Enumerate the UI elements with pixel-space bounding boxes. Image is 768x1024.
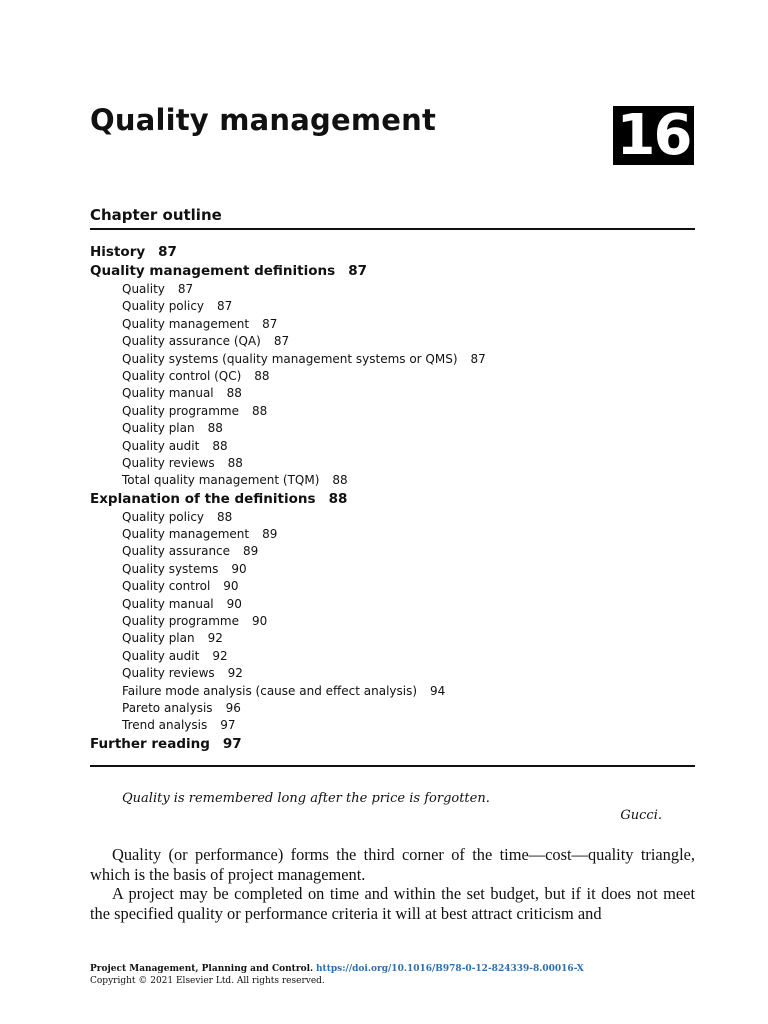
outline-entry-page: 90	[226, 596, 242, 611]
outline-subsection-entry[interactable]	[90, 648, 695, 665]
outline-subsection-entry[interactable]	[90, 385, 695, 402]
outline-entry-label: Quality assurance	[122, 544, 231, 559]
chapter-outline-list	[90, 243, 695, 754]
outline-entry-page: 88	[252, 403, 268, 418]
outline-subsection-entry[interactable]	[90, 578, 695, 595]
outline-entry-label: Quality systems (quality management systems or QMS)	[122, 351, 458, 366]
outline-entry-label: Trend analysis	[122, 718, 208, 733]
outline-subsection-entry[interactable]	[90, 700, 695, 717]
outline-subsection-entry[interactable]	[90, 543, 695, 560]
outline-entry-page: 97	[222, 735, 242, 752]
outline-entry-label: Quality policy	[122, 299, 205, 314]
chapter-title: Quality management	[90, 103, 437, 137]
epigraph-source: Gucci.	[620, 808, 662, 823]
outline-entry-label: Quality management	[122, 527, 250, 542]
outline-entry-page: 87	[262, 316, 278, 331]
outline-entry-page: 90	[231, 561, 247, 576]
outline-entry-label: History	[90, 244, 146, 260]
outline-entry-page: 97	[220, 718, 236, 733]
outline-entry-label: Quality manual	[122, 386, 214, 401]
outline-entry-label: Quality management definitions	[90, 263, 336, 279]
outline-entry-page: 87	[217, 299, 233, 314]
body-text	[90, 845, 695, 923]
outline-entry-page: 90	[252, 614, 268, 629]
outline-entry-label: Quality plan	[122, 631, 195, 646]
outline-subsection-entry[interactable]	[90, 438, 695, 455]
outline-section-entry[interactable]	[90, 262, 695, 281]
outline-entry-page: 87	[470, 351, 486, 366]
outline-entry-label: Quality programme	[122, 403, 239, 418]
outline-entry-page: 88	[212, 438, 228, 453]
outline-subsection-entry[interactable]	[90, 526, 695, 543]
chapter-outline-heading: Chapter outline	[90, 206, 222, 224]
outline-entry-page: 87	[273, 334, 290, 349]
outline-subsection-entry[interactable]	[90, 717, 695, 734]
outline-subsection-entry[interactable]	[90, 613, 695, 630]
outline-subsection-entry[interactable]	[90, 298, 695, 315]
outline-entry-page: 87	[177, 282, 194, 296]
outline-entry-page: 88	[217, 509, 233, 524]
outline-subsection-entry[interactable]	[90, 683, 695, 700]
outline-subsection-entry[interactable]	[90, 472, 695, 489]
outline-entry-page: 88	[227, 455, 243, 470]
outline-entry-label: Quality systems	[122, 561, 219, 576]
outline-subsection-entry[interactable]	[90, 630, 695, 647]
outline-entry-label: Quality programme	[122, 614, 239, 629]
outline-entry-page: 87	[348, 263, 367, 279]
outline-subsection-entry[interactable]	[90, 333, 695, 350]
outline-entry-page: 94	[430, 683, 446, 698]
epigraph-quote: Quality is remembered long after the price is forgotten.	[122, 791, 490, 806]
footer-citation-line	[90, 963, 695, 975]
outline-entry-label: Total quality management (TQM)	[122, 473, 320, 488]
outline-entry-label: Quality control	[122, 579, 211, 594]
outline-entry-label: Quality	[122, 282, 165, 296]
body-paragraph: Quality (or performance) forms the third corner of the time—cost—quality triangle, which is the basis of project management.	[90, 845, 695, 884]
outline-entry-page: 88	[328, 490, 348, 507]
outline-entry-label: Quality reviews	[122, 666, 215, 681]
outline-subsection-entry[interactable]	[90, 403, 695, 420]
outline-subsection-entry[interactable]	[90, 351, 695, 368]
body-paragraph: A project may be completed on time and within the set budget, but if it does not meet the specified quality or performance criteria it will at best attract criticism and	[90, 884, 695, 923]
outline-entry-label: Quality assurance (QA)	[122, 334, 261, 349]
outline-entry-label: Quality policy	[122, 509, 205, 524]
outline-entry-label: Pareto analysis	[122, 700, 213, 715]
outline-section-entry[interactable]	[90, 490, 695, 509]
outline-entry-page: 92	[212, 648, 228, 663]
outline-entry-page: 89	[243, 544, 259, 559]
outline-entry-page: 88	[207, 421, 223, 436]
outline-entry-page: 89	[262, 527, 278, 542]
footer-copyright: Copyright © 2021 Elsevier Ltd. All rights reserved.	[90, 976, 325, 986]
outline-entry-page: 88	[226, 386, 242, 401]
outline-entry-page: 92	[227, 666, 243, 681]
outline-entry-label: Quality audit	[122, 648, 200, 663]
outline-entry-label: Quality plan	[122, 421, 195, 436]
outline-entry-label: Quality control (QC)	[122, 368, 242, 383]
outline-subsection-entry[interactable]	[90, 455, 695, 472]
outline-subsection-entry[interactable]	[90, 316, 695, 333]
outline-subsection-entry[interactable]	[90, 281, 695, 298]
outline-entry-page: 96	[225, 700, 241, 715]
outline-entry-label: Further reading	[90, 735, 210, 752]
outline-entry-label: Explanation of the definitions	[90, 490, 316, 507]
outline-top-divider	[90, 228, 695, 230]
outline-entry-page: 88	[332, 473, 348, 488]
outline-entry-page: 87	[158, 244, 177, 260]
outline-subsection-entry[interactable]	[90, 665, 695, 682]
outline-subsection-entry[interactable]	[90, 420, 695, 437]
footer-book-title: Project Management, Planning and Control.	[90, 964, 314, 974]
outline-entry-page: 90	[223, 579, 239, 594]
outline-entry-label: Quality manual	[122, 596, 214, 611]
outline-entry-label: Quality reviews	[122, 455, 215, 470]
outline-section-entry[interactable]	[90, 243, 695, 262]
outline-entry-label: Quality management	[122, 316, 250, 331]
outline-subsection-entry[interactable]	[90, 596, 695, 613]
outline-subsection-entry[interactable]	[90, 368, 695, 385]
outline-entry-label: Quality audit	[122, 438, 200, 453]
outline-entry-page: 88	[254, 368, 270, 383]
outline-entry-page: 92	[207, 631, 223, 646]
outline-entry-label: Failure mode analysis (cause and effect analysis)	[122, 683, 418, 698]
outline-subsection-entry[interactable]	[90, 509, 695, 526]
outline-bottom-divider	[90, 765, 695, 767]
page-footer	[90, 963, 695, 987]
doi-link[interactable]: https://doi.org/10.1016/B978-0-12-824339-8.00016-X	[316, 964, 584, 974]
outline-section-entry[interactable]	[90, 735, 695, 754]
chapter-number-badge: 16	[613, 106, 694, 165]
outline-subsection-entry[interactable]	[90, 561, 695, 578]
